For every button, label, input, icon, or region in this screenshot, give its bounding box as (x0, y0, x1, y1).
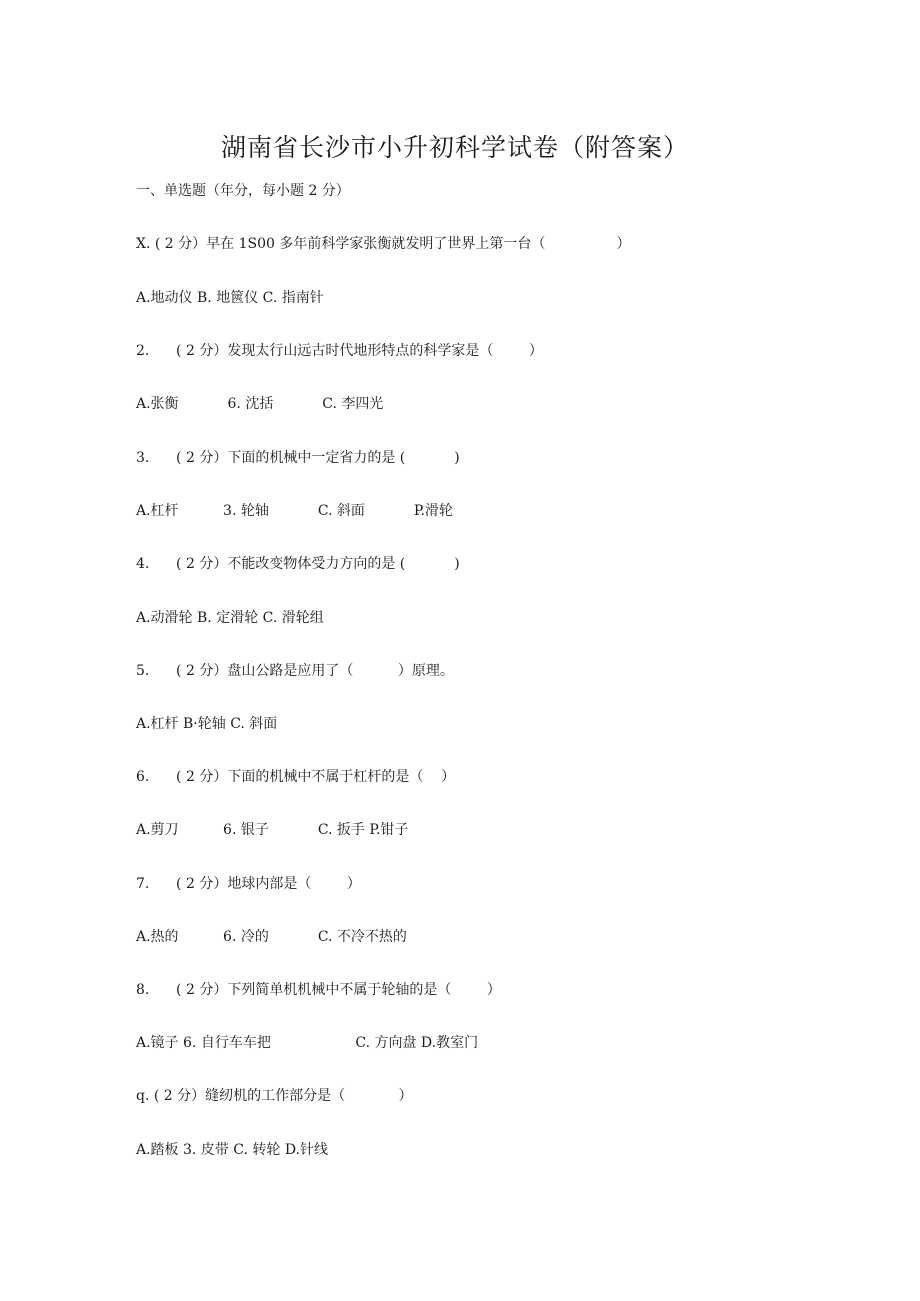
question-7: 7. ( 2 分）地球内部是（ ） (136, 876, 361, 892)
question-6: 6. ( 2 分）下面的机械中不属于杠杆的是（ ） (136, 769, 456, 785)
question-9-options: A.踏板 3. 皮带 C. 转轮 D.针线 (136, 1142, 329, 1158)
question-2-options: A.张衡 6. 沈括 C. 李四光 (136, 396, 384, 412)
question-1-options: A.地动仪 B. 地篋仪 C. 指南针 (136, 290, 324, 306)
question-7-options: A.热的 6. 冷的 C. 不冷不热的 (136, 929, 407, 945)
question-2: 2. ( 2 分）发现太行山远古时代地形特点的科学家是（ ） (136, 343, 543, 359)
question-5: 5. ( 2 分）盘山公路是应用了（ ）原理。 (136, 663, 454, 679)
question-8-options: A.镜子 6. 自行车车把 C. 方向盘 D.教室门 (136, 1035, 479, 1051)
question-5-options: A.杠杆 B·轮轴 C. 斜面 (136, 716, 278, 732)
question-8: 8. ( 2 分）下列简单机机械中不属于轮轴的是（ ） (136, 982, 501, 998)
page-title: 湖南省长沙市小升初科学试卷（附答案） (220, 133, 689, 162)
question-4-options: A.动滑轮 B. 定滑轮 C. 滑轮组 (136, 610, 324, 626)
question-1: X. ( 2 分）早在 1S00 多年前科学家张衡就发明了世界上第一台（ ） (136, 236, 631, 252)
question-6-options: A.剪刀 6. 银子 C. 扳手 P.钳子 (136, 822, 409, 838)
question-4: 4. ( 2 分）不能改变物体受力方向的是 ( ) (136, 556, 460, 572)
question-3-options: A.杠杆 3. 轮轴 C. 斜面 P.滑轮 (136, 503, 453, 519)
question-3: 3. ( 2 分）下面的机械中一定省力的是 ( ) (136, 450, 460, 466)
section-heading: 一、单选题（年分，每小题 2 分） (136, 183, 350, 199)
question-9: q. ( 2 分）缝纫机的工作部分是（ ） (136, 1088, 413, 1104)
